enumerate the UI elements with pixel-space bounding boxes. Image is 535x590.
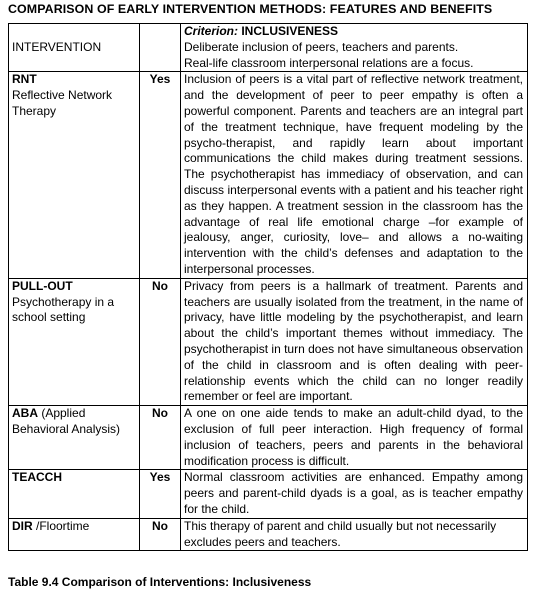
description-cell: Normal classroom activities are enhanced. Empathy among peers and parent-child dyads is a goal, as is teacher empathy for the child. <box>181 470 528 518</box>
header-criterion <box>181 24 528 72</box>
header-row <box>9 24 528 72</box>
criterion-line: Deliberate inclusion of peers, teachers and parents. <box>184 39 459 54</box>
intervention-desc: (Applied Behavioral Analysis) <box>12 406 121 436</box>
intervention-desc: Psychotherapy in a school setting <box>12 294 115 325</box>
inclusiveness-mark: Yes <box>140 470 181 518</box>
intervention-name: TEACCH <box>12 470 62 485</box>
intervention-cell <box>9 470 140 518</box>
table-row-aba <box>9 406 528 470</box>
intervention-desc: /Floortime <box>32 518 90 533</box>
intervention-cell <box>9 518 140 551</box>
description-cell: Inclusion of peers is a vital part of reflective network treatment, and the development of peer to peer empathy is often a powerful component. Parents and teachers are an integral part of the treatment technique, have frequent modeling by the psycho-therapist, and rapidly learn about important communications the child makes during treatment sessions. The psychotherapist has immediacy of observation, and can discuss interpersonal events with a patient and his teacher right as they happen. A treatment session in the classroom has the advantage of real life emotional charge –for example of jealousy, anger, curiosity, love– and allows a no-waiting intervention with the child’s defenses and adaptation to the interpersonal processes. <box>181 72 528 278</box>
table-row-rnt <box>9 72 528 278</box>
description-cell: Privacy from peers is a hallmark of treatment. Parents and teachers are usually isolated from the treatment, in the name of privacy, have little modeling by the psychotherapist, and learn about the child’s important themes without immediacy. The psychotherapist in turn does not have simultaneous observation of the child in classroom and is often dealing with peer-relationship events which the child can no longer readily remember or feel are important. <box>181 278 528 405</box>
criterion-label: Criterion: <box>184 24 238 38</box>
page-title: COMPARISON OF EARLY INTERVENTION METHODS: FEATURES AND BENEFITS <box>8 2 493 16</box>
header-intervention <box>9 24 140 72</box>
intervention-cell <box>9 406 140 470</box>
comparison-table <box>8 23 528 551</box>
inclusiveness-mark: No <box>140 278 181 405</box>
intervention-label: INTERVENTION <box>12 40 102 54</box>
inclusiveness-mark: No <box>140 406 181 470</box>
description-cell: This therapy of parent and child usually but not necessarily excludes peers and teachers. <box>181 518 528 551</box>
intervention-desc: Reflective Network Therapy <box>12 88 113 118</box>
table-row-pull-out <box>9 278 528 405</box>
header-mark-cell <box>140 24 181 72</box>
table-row-teacch <box>9 470 528 518</box>
criterion-value: INCLUSIVENESS <box>241 24 339 38</box>
intervention-cell <box>9 278 140 405</box>
description-cell: A one on one aide tends to make an adult-child dyad, to the exclusion of full peer interaction. High frequency of formal inclusion of teachers, peers and parents in the behavioral modification process is difficult. <box>181 406 528 470</box>
intervention-cell <box>9 72 140 278</box>
intervention-name: ABA <box>12 406 38 421</box>
criterion-title <box>184 24 523 40</box>
inclusiveness-mark: Yes <box>140 72 181 278</box>
table-caption: Table 9.4 Comparison of Interventions: Inclusiveness <box>8 575 312 589</box>
criterion-line: Real-life classroom interpersonal relations are a focus. <box>184 55 474 70</box>
intervention-name: PULL-OUT <box>12 278 73 293</box>
inclusiveness-mark: No <box>140 518 181 551</box>
intervention-name: RNT <box>12 72 37 87</box>
intervention-name: DIR <box>12 518 33 533</box>
table-row-dir <box>9 518 528 551</box>
